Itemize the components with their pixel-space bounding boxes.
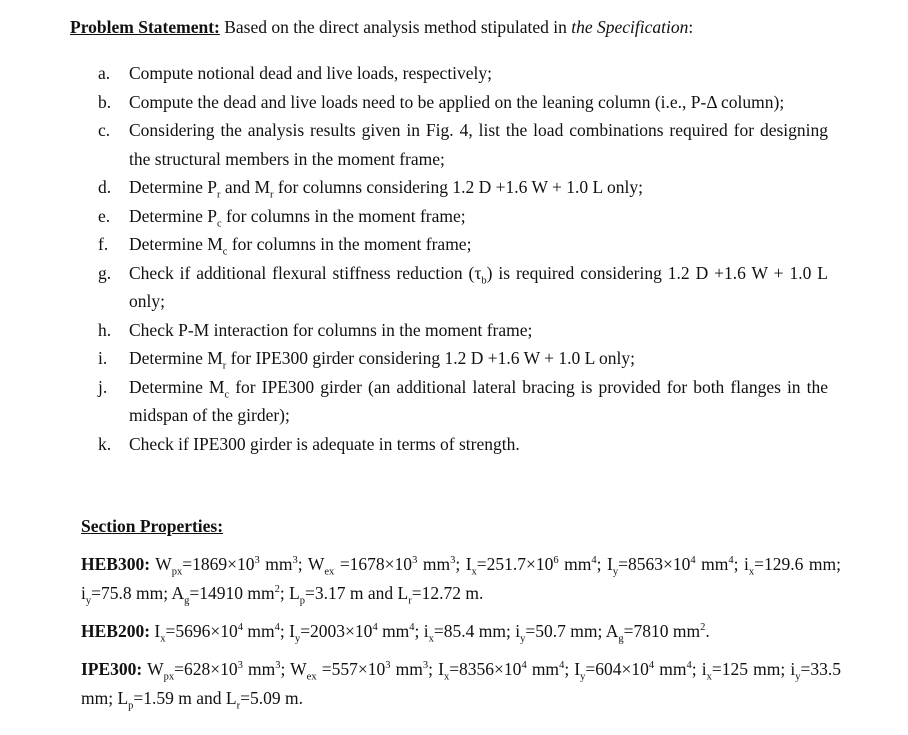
- superscript: 3: [385, 660, 391, 672]
- task-item-i: [98, 344, 828, 373]
- task-letter: a.: [98, 63, 111, 83]
- task-item-g: [98, 259, 828, 316]
- task-text: Compute notional dead and live loads, respectively;: [129, 63, 493, 83]
- task-letter: h.: [98, 319, 112, 340]
- task-item-h: [98, 316, 828, 345]
- heb200-properties: [81, 617, 841, 646]
- problem-statement: [70, 13, 890, 42]
- heb300-values: $W_{px}=1869\times 10^3$ $mm^3$; $W_{ex} =1678\times 10^3$ $mm^3$; $I_x=251.7\times 10^6$ $mm^4$; $I_y=8563\times 10^4$ $mm^4$; $i_x=129.6$ mm; $i_y=75.8$ mm; $A_g=14910$ $mm^2$; $L_p=3.17$ m and $L_r=12.72$ m.: [81, 554, 841, 606]
- subscript: y: [85, 595, 92, 606]
- task-item-f: [98, 230, 828, 259]
- superscript: 3: [422, 660, 429, 672]
- task-text: Determine $M_c$ for IPE300 girder (an additional lateral bracing is provided for both flanges in the midspan of the girder);: [129, 376, 828, 425]
- superscript: 2: [700, 622, 706, 634]
- subscript: px: [171, 566, 183, 578]
- task-item-a: [98, 59, 828, 88]
- superscript: 4: [409, 622, 415, 634]
- task-letter: j.: [98, 376, 108, 397]
- task-letter: b.: [98, 91, 112, 112]
- heb200-label: HEB200:: [81, 621, 151, 641]
- problem-statement-text: Based on the direct analysis method stipulated in: [219, 17, 572, 37]
- subscript: y: [612, 566, 619, 578]
- subscript: b: [481, 275, 487, 286]
- subscript: c: [224, 389, 230, 400]
- specification-reference: the Specification: [571, 17, 689, 37]
- heb200-values: $I_x=5696\times 10^4$ $mm^4$; $I_y=2003\times 10^4$ $mm^4$; $i_x=85.4$ mm; $i_y=50.7$ mm; $A_g=7810$ $mm^2$.: [150, 621, 710, 645]
- task-letter: g.: [98, 262, 112, 283]
- task-text: Check if additional flexural stiffness reduction $(\tau_b)$ is required considering 1.2 D +1.6 W + 1.0 L only;: [129, 262, 828, 311]
- task-letter: i.: [98, 348, 108, 368]
- task-text: Check P-M interaction for columns in the moment frame;: [129, 319, 533, 340]
- subscript: x: [428, 633, 434, 645]
- problem-statement-end: :: [688, 17, 694, 37]
- superscript: 3: [412, 555, 418, 567]
- ipe300-label: IPE300:: [81, 659, 143, 679]
- subscript: ex: [324, 566, 335, 578]
- heb300-label: HEB300:: [81, 554, 151, 574]
- task-list: [98, 59, 828, 458]
- superscript: 3: [237, 660, 243, 672]
- subscript: x: [443, 671, 450, 683]
- superscript: 6: [553, 555, 559, 567]
- task-item-b: [98, 88, 828, 117]
- task-item-j: [98, 373, 828, 430]
- superscript: 4: [648, 660, 655, 672]
- subscript: y: [294, 633, 301, 645]
- superscript: 2: [274, 583, 280, 595]
- subscript: g: [184, 595, 190, 606]
- task-letter: c.: [98, 120, 111, 140]
- subscript: c: [216, 218, 222, 229]
- task-text: Determine $M_c$ for columns in the moment frame;: [129, 234, 472, 258]
- task-text: Determine $M_r$ for IPE300 girder considering 1.2 D +1.6 W + 1.0 L only;: [129, 348, 636, 372]
- task-item-e: [98, 202, 828, 231]
- task-text: Compute the dead and live loads need to be applied on the leaning column (i.e., P-Δ column);: [129, 91, 785, 112]
- ipe300-values: $W_{px}=628\times 10^3$ $mm^3$; $W_{ex} =557\times 10^3$ $mm^3$; $I_x=8356\times 10^4$ $mm^4$; $I_y=604\times 10^4$ $mm^4$; $i_x=125$ mm; $i_y=33.5$ mm; $L_p=1.59$ m and $L_r=5.09$ m.: [81, 659, 841, 711]
- subscript: r: [236, 700, 241, 711]
- subscript: p: [128, 700, 134, 711]
- subscript: px: [163, 671, 175, 683]
- subscript: c: [222, 246, 228, 258]
- task-item-d: [98, 173, 828, 202]
- subscript: r: [222, 360, 227, 372]
- task-letter: k.: [98, 433, 112, 454]
- subscript: y: [520, 633, 526, 645]
- superscript: 4: [237, 622, 243, 634]
- superscript: 4: [728, 555, 734, 567]
- task-letter: f.: [98, 234, 109, 254]
- subscript: ex: [306, 671, 317, 683]
- superscript: 4: [559, 660, 565, 672]
- heb300-properties: [81, 550, 841, 607]
- subscript: p: [299, 595, 306, 606]
- task-text: Check if IPE300 girder is adequate in terms of strength.: [129, 433, 520, 454]
- task-text: Determine $P_c$ for columns in the moment frame;: [129, 205, 466, 229]
- task-text: Determine $P_r$ and $M_r$ for columns considering 1.2 D +1.6 W + 1.0 L only;: [129, 177, 643, 201]
- superscript: 4: [372, 622, 378, 634]
- task-text: Considering the analysis results given in Fig. 4, list the load combinations required for designing the structural members in the moment frame;: [129, 120, 828, 169]
- subscript: g: [618, 633, 624, 645]
- section-properties-heading: Section Properties:: [81, 516, 224, 536]
- problem-statement-label: Problem Statement:: [70, 17, 220, 37]
- task-letter: e.: [98, 205, 111, 226]
- subscript: r: [408, 595, 412, 606]
- subscript: y: [795, 671, 801, 683]
- superscript: 3: [275, 660, 281, 672]
- ipe300-properties: [81, 655, 841, 712]
- superscript: 4: [591, 555, 597, 567]
- subscript: x: [160, 633, 166, 645]
- superscript: 3: [450, 555, 456, 567]
- task-item-k: [98, 430, 828, 459]
- subscript: r: [216, 189, 221, 201]
- task-item-c: [98, 116, 828, 173]
- superscript: 3: [254, 555, 260, 567]
- subscript: r: [270, 189, 274, 201]
- subscript: x: [748, 566, 755, 578]
- superscript: 3: [292, 555, 298, 567]
- superscript: 4: [274, 622, 280, 634]
- subscript: x: [471, 566, 477, 578]
- task-letter: d.: [98, 177, 112, 197]
- superscript: 4: [686, 660, 692, 672]
- superscript: 4: [521, 660, 527, 672]
- superscript: 4: [690, 555, 696, 567]
- subscript: x: [706, 671, 712, 683]
- subscript: y: [580, 671, 586, 683]
